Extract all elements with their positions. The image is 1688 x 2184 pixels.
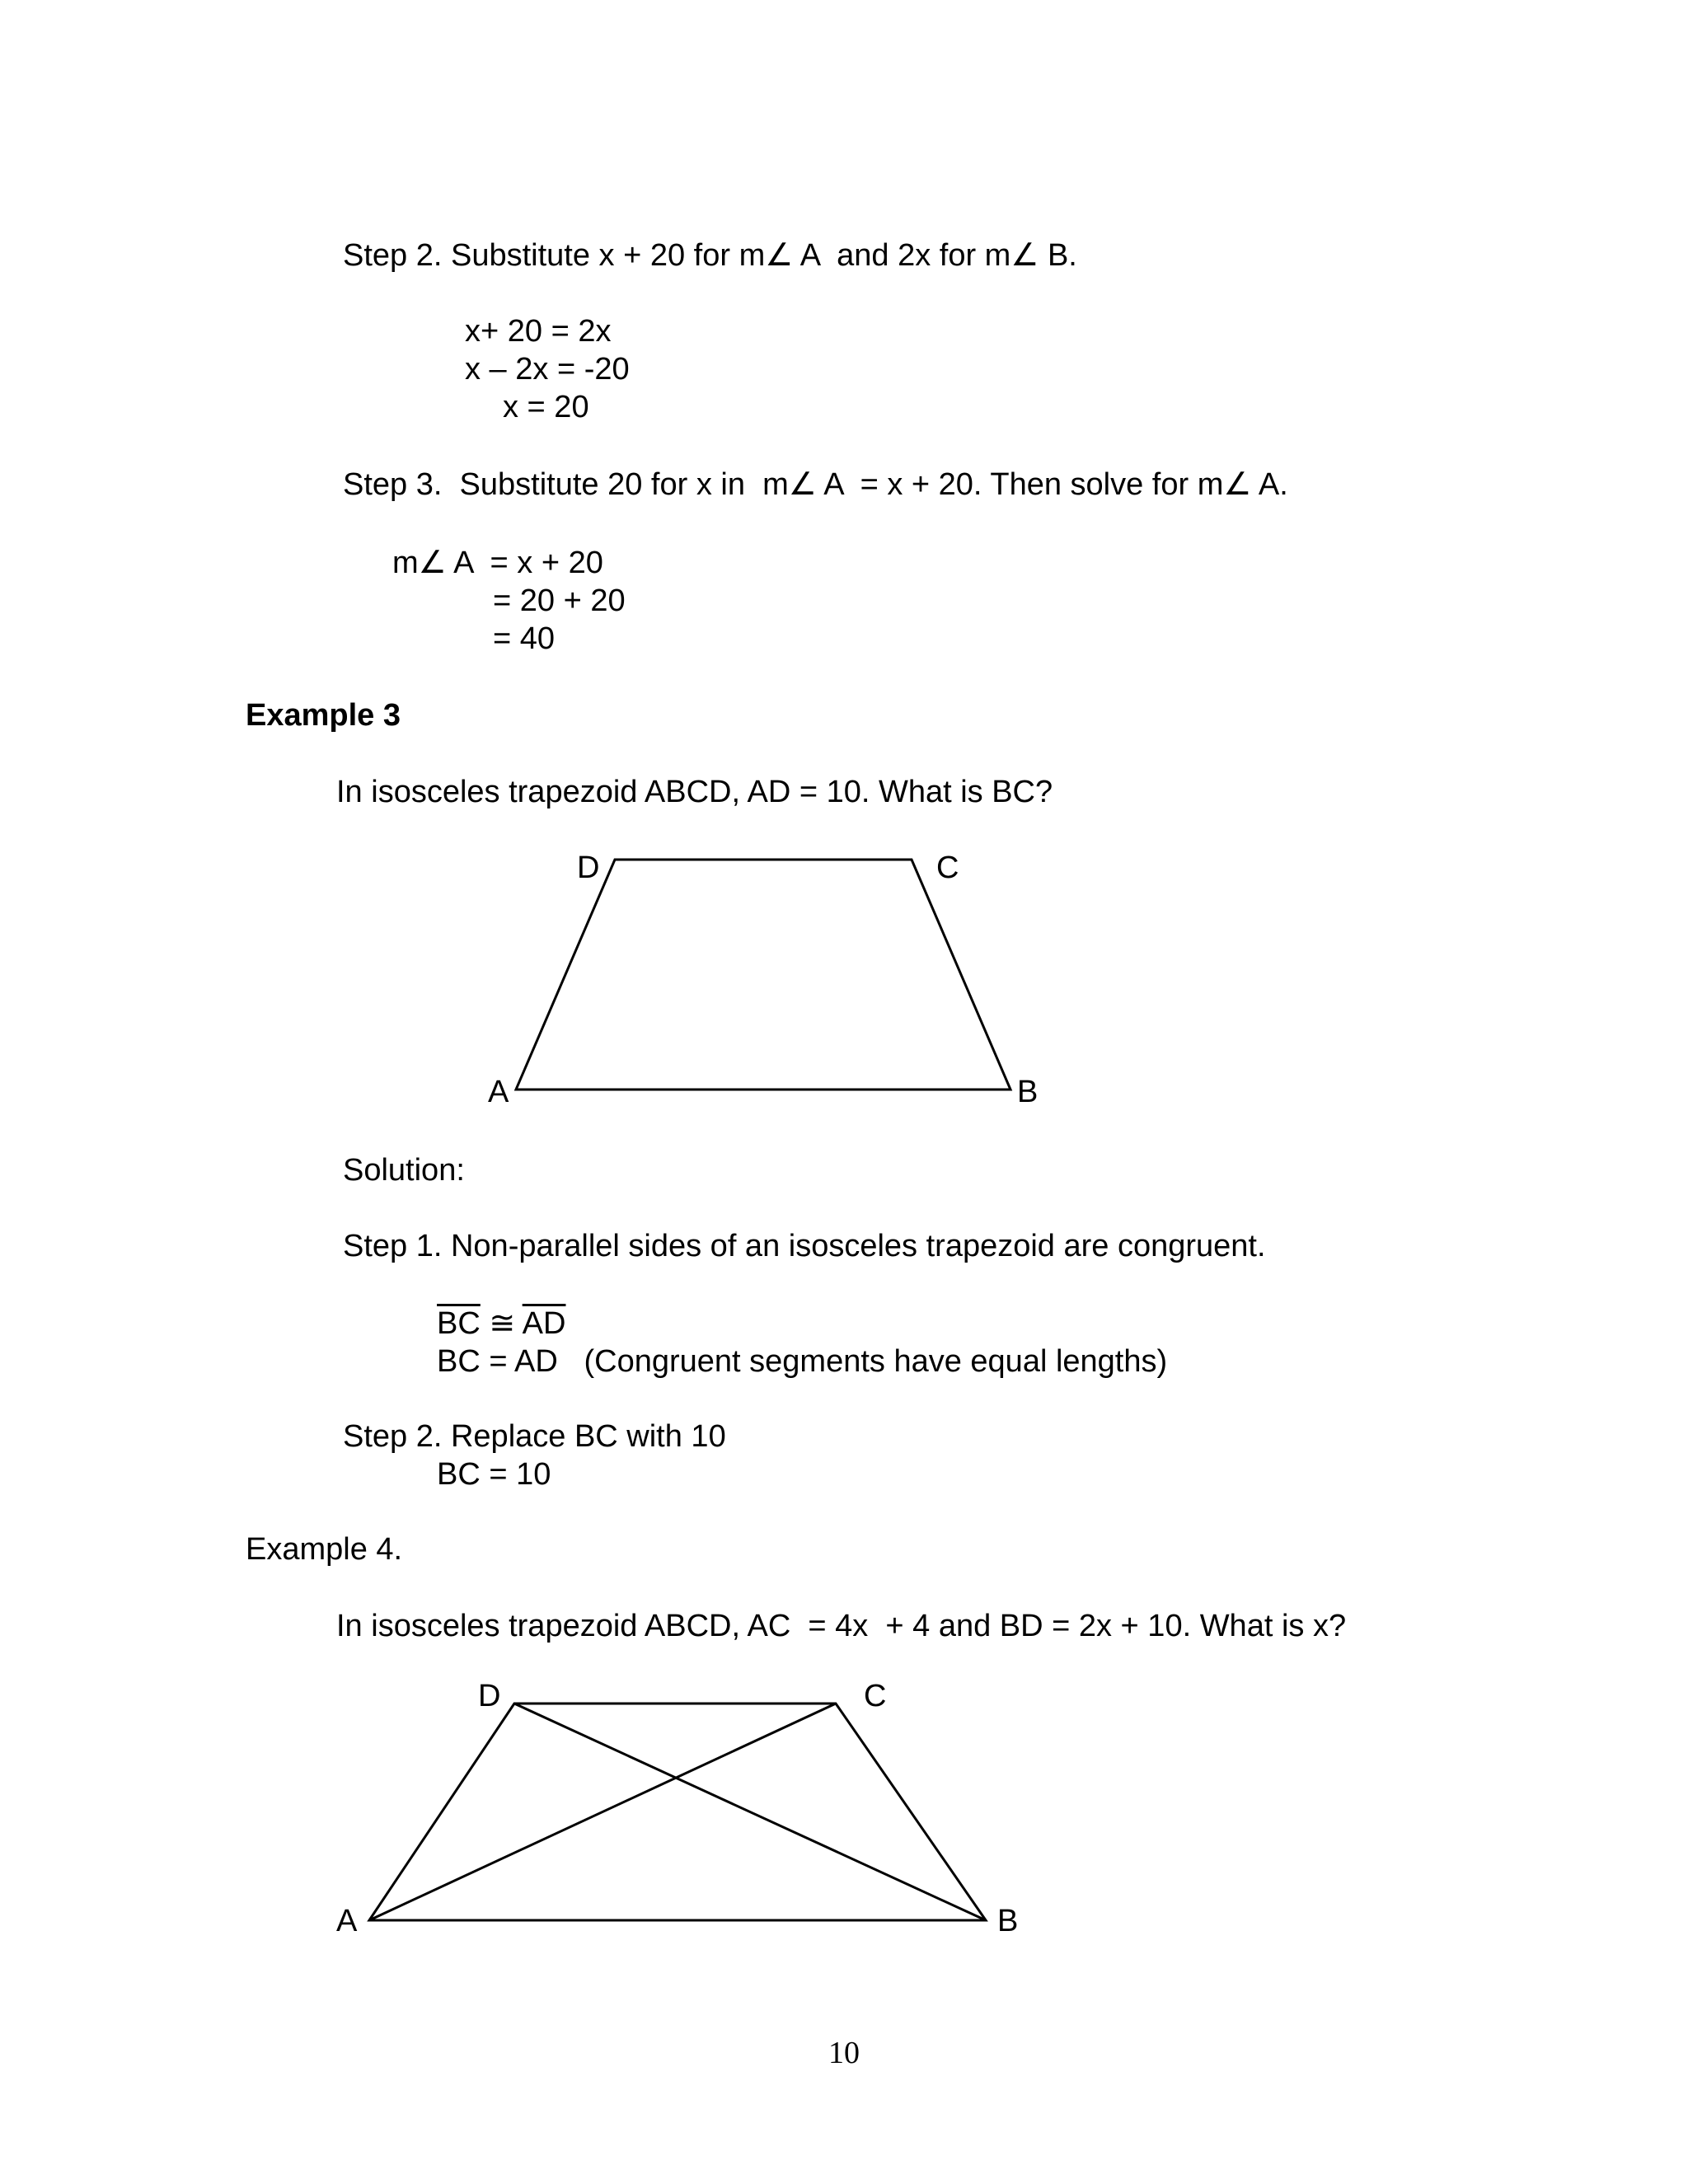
step2-heading: Step 2. Substitute x + 20 for m∠ A and 2x for m∠ B. [343,238,1077,273]
equation-line: x – 2x = -20 [465,352,630,387]
vertex-label-a: A [336,1904,358,1938]
vertex-label-c: C [864,1679,887,1713]
equation-line: x+ 20 = 2x [465,314,612,349]
equation: BC = AD [437,1344,558,1379]
segment-ad: $\overline{AD}$ [522,1306,566,1341]
trapezoid-abcd-2 [369,1704,986,1920]
example3-question: In isosceles trapezoid ABCD, AD = 10. What is BC? [336,775,1053,809]
step1-text: Step 1. Non-parallel sides of an isosceles trapezoid are congruent. [343,1229,1266,1263]
solution-label: Solution: [343,1153,465,1188]
vertex-label-d: D [577,851,600,885]
vertex-label-b: B [997,1904,1019,1938]
vertex-label-a: A [488,1075,509,1109]
step2-result: BC = 10 [437,1457,551,1492]
equation-note: (Congruent segments have equal lengths) [584,1344,1168,1379]
page-number: 10 [828,2036,860,2070]
example3-title: Example 3 [246,698,401,733]
vertex-label-d: D [478,1679,501,1713]
equation-line: = 40 [493,621,556,656]
segment-bc: $\overline{BC}$ [437,1306,481,1341]
diagonal-ac [369,1704,836,1920]
equation-line: m∠ A = x + 20 [392,546,603,580]
equation-line: x = 20 [503,390,589,424]
step3-heading: Step 3. Substitute 20 for x in m∠ A = x + 20. Then solve for m∠ A. [343,467,1288,502]
vertex-label-b: B [1017,1075,1039,1109]
equation-line: = 20 + 20 [493,583,626,618]
example4-question: In isosceles trapezoid ABCD, AC = 4x + 4 and BD = 2x + 10. What is x? [336,1609,1347,1643]
diagonal-bd [514,1704,986,1920]
vertex-label-c: C [936,851,959,885]
congruent-symbol: ≅ [489,1306,516,1341]
step2-text: Step 2. Replace BC with 10 [343,1419,726,1454]
example4-title: Example 4. [246,1532,403,1567]
